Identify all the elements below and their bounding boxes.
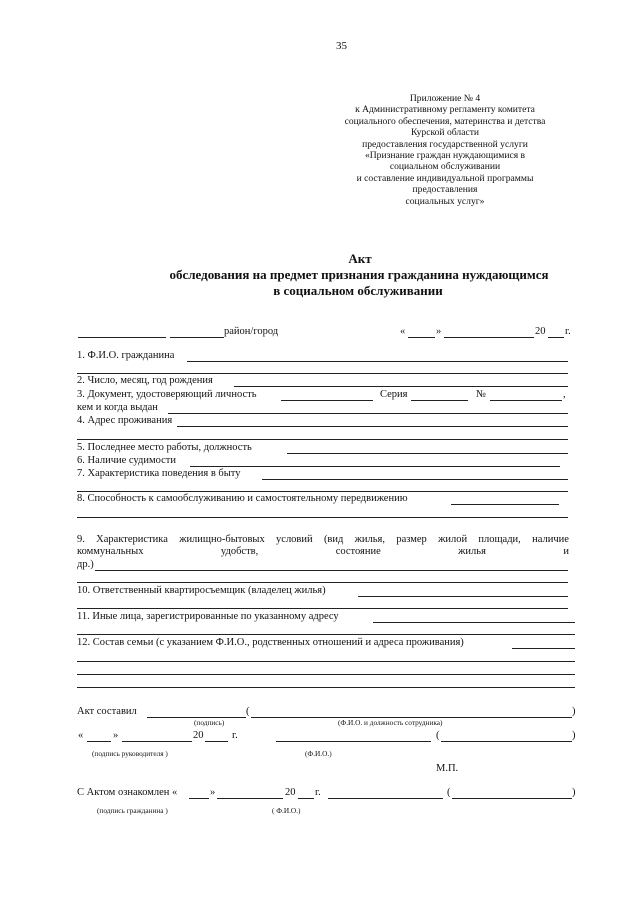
citizen-signature-line[interactable] [328, 798, 443, 799]
word: жилья [458, 546, 486, 557]
field-last-job-label: 5. Последнее место работы, должность [77, 442, 252, 453]
appendix-line: «Признание граждан нуждающимися в [364, 150, 526, 162]
stamp-label: М.П. [436, 763, 459, 774]
word: площади, [478, 534, 521, 545]
appendix-line: социальных услуг» [405, 195, 485, 207]
field-behavior-line[interactable] [262, 479, 568, 480]
appendix-line: предоставления [412, 184, 478, 196]
field-family-line-3[interactable] [77, 674, 575, 675]
field-address-line[interactable] [177, 426, 568, 427]
page-number: 35 [336, 40, 347, 52]
field-other-residents-line[interactable] [373, 622, 575, 623]
field-address-line-2[interactable] [77, 439, 568, 440]
field-family-line[interactable] [512, 648, 575, 649]
acquainted-year-suffix: г. [315, 787, 321, 798]
field-family-line-2[interactable] [77, 661, 575, 662]
acquainted-month-line[interactable] [217, 798, 283, 799]
appendix-line: социального обеспечения, материнства и детства [344, 115, 546, 127]
field-self-care-line[interactable] [451, 504, 559, 505]
act-title: Акт [348, 251, 372, 266]
field-last-job-line[interactable] [287, 453, 568, 454]
field-full-name-line[interactable] [187, 361, 568, 362]
date-year-suffix: г. [565, 326, 571, 337]
caption-fio: (Ф.И.О.) [305, 749, 332, 758]
caption-citizen-signature: (подпись гражданина ) [97, 806, 168, 815]
caption-fio-2: ( Ф.И.О.) [272, 806, 301, 815]
field-full-name-line-2[interactable] [77, 373, 568, 374]
acquainted-label: С Актом ознакомлен « [77, 787, 178, 798]
date2-year-line[interactable] [205, 741, 228, 742]
field-housing-label-line2 [77, 547, 569, 558]
field-criminal-record-label: 6. Наличие судимости [77, 455, 176, 466]
district-blank-1[interactable] [78, 337, 166, 338]
caption-fio-position: (Ф.И.О. и должность сотрудника) [338, 718, 443, 727]
paren-close-2: ) [572, 730, 576, 741]
paren-open-3: ( [447, 787, 451, 798]
date-year-blank[interactable] [548, 337, 564, 338]
date2-year-suffix: г. [232, 730, 238, 741]
field-housing-line[interactable] [95, 570, 568, 571]
field-family-line-4[interactable] [77, 687, 575, 688]
field-self-care-label: 8. Способность к самообслуживанию и самостоятельному передвижению [77, 493, 408, 504]
word: (вид [323, 534, 344, 545]
head-name-line[interactable] [441, 741, 572, 742]
word: жилой [438, 534, 468, 545]
acquainted-quote-close: » [210, 787, 216, 798]
field-number-comma: , [563, 389, 566, 400]
word: условий [276, 534, 313, 545]
word: наличие [532, 534, 569, 545]
field-issued-by-line[interactable] [168, 413, 568, 414]
date2-quote-open: « [78, 730, 84, 741]
appendix-line: к Административному регламенту комитета [355, 104, 535, 116]
word: состояние [335, 546, 381, 557]
date2-month-line[interactable] [122, 741, 192, 742]
field-birthdate-label: 2. Число, месяц, год рождения [77, 375, 213, 386]
paren-close-3: ) [572, 787, 576, 798]
field-housing-label-line3: др.) [77, 559, 94, 570]
act-compiled-label: Акт составил [77, 706, 137, 717]
field-id-document-label: 3. Документ, удостоверяющий личность [77, 389, 257, 400]
field-birthdate-line[interactable] [234, 386, 568, 387]
citizen-name-line[interactable] [452, 798, 572, 799]
field-series-label: Серия [380, 389, 408, 400]
act-subtitle-line2: в социальном обслуживании [273, 283, 443, 298]
paren-open-2: ( [436, 730, 440, 741]
field-tenant-line[interactable] [358, 596, 568, 597]
field-criminal-record-line[interactable] [190, 466, 560, 467]
word: жилья, [354, 534, 386, 545]
paren-open: ( [246, 706, 250, 717]
field-full-name-label: 1. Ф.И.О. гражданина [77, 350, 175, 361]
date2-year-prefix: 20 [193, 730, 204, 741]
district-label: район/город [224, 326, 279, 337]
word: коммунальных [77, 546, 144, 557]
field-self-care-line-2[interactable] [77, 517, 568, 518]
date2-day-line[interactable] [87, 741, 111, 742]
paren-close: ) [572, 706, 576, 717]
word: и [563, 546, 569, 557]
head-signature-line[interactable] [276, 741, 431, 742]
word: 9. [77, 534, 85, 545]
acquainted-day-line[interactable] [189, 798, 209, 799]
district-blank-2[interactable] [170, 337, 224, 338]
date2-quote-close: » [113, 730, 119, 741]
appendix-header [330, 93, 560, 207]
acquainted-year-prefix: 20 [285, 787, 296, 798]
word: жилищно-бытовых [179, 534, 265, 545]
field-other-residents-label: 11. Иные лица, зарегистрированные по указанному адресу [77, 611, 339, 622]
field-other-residents-line-2[interactable] [77, 634, 575, 635]
field-series-line[interactable] [411, 400, 468, 401]
field-housing-label-line1 [77, 535, 569, 546]
caption-head-signature: (подпись руководителя ) [92, 749, 168, 758]
appendix-line: социальном обслуживании [389, 161, 501, 173]
field-tenant-label: 10. Ответственный квартиросъемщик (владелец жилья) [77, 585, 326, 596]
appendix-line: Курской области [410, 127, 480, 139]
date-day-blank[interactable] [408, 337, 435, 338]
acquainted-year-line[interactable] [298, 798, 314, 799]
field-tenant-line-2[interactable] [77, 608, 568, 609]
field-id-document-line[interactable] [281, 400, 373, 401]
caption-signature: (подпись) [194, 718, 225, 727]
field-issued-by-label: кем и когда выдан [77, 402, 158, 413]
field-behavior-label: 7. Характеристика поведения в быту [77, 468, 241, 479]
word: удобств, [220, 546, 259, 557]
date-year-prefix: 20 [535, 326, 546, 337]
date-quote-close: » [436, 326, 442, 337]
date-quote-open: « [400, 326, 406, 337]
field-address-label: 4. Адрес проживания [77, 415, 173, 426]
date-month-blank[interactable] [444, 337, 534, 338]
field-behavior-line-2[interactable] [77, 491, 568, 492]
appendix-line: и составление индивидуальной программы [356, 172, 534, 184]
field-family-label: 12. Состав семьи (с указанием Ф.И.О., родственных отношений и адреса проживания) [77, 637, 464, 648]
appendix-line: Приложение № 4 [409, 93, 481, 104]
word: Характеристика [96, 534, 168, 545]
field-housing-line-2[interactable] [77, 582, 568, 583]
act-subtitle-line1: обследования на предмет признания гражданина нуждающимся [169, 267, 549, 282]
appendix-line: предоставления государственной услуги [362, 138, 528, 150]
field-number-line[interactable] [490, 400, 562, 401]
field-number-label: № [476, 389, 487, 400]
word: размер [396, 534, 427, 545]
